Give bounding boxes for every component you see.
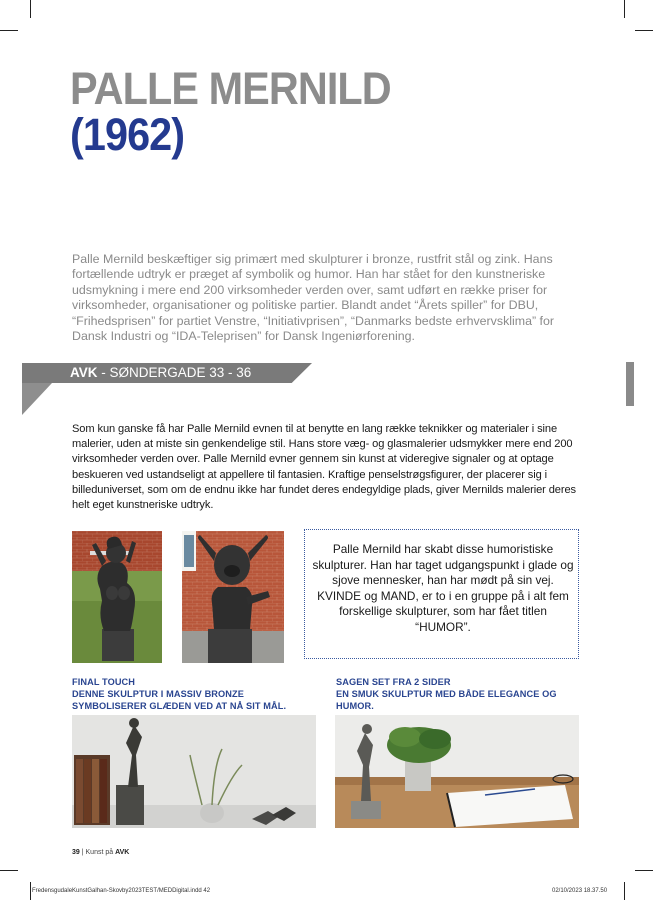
caption-sagen-set-text: EN SMUK SKULPTUR MED BÅDE ELEGANCE OG HUMOR. [336, 689, 557, 711]
caption-sagen-set [336, 676, 586, 712]
artist-name-heading: PALLE MERNILD [70, 63, 391, 114]
banner-location: - SØNDERGADE 33 - 36 [97, 365, 252, 380]
caption-final-touch-text: DENNE SKULPTUR I MASSIV BRONZE SYMBOLISERER GLÆDEN VED AT NÅ SIT MÅL. [72, 689, 287, 711]
sculpture-photo-sagen-set [335, 715, 579, 828]
folio-separator: | Kunst på [79, 849, 116, 856]
sculpture-photo-final-touch [72, 715, 316, 828]
caption-sagen-set-title: SAGEN SET FRA 2 SIDER [336, 677, 451, 687]
sculpture-photo-mand [182, 531, 284, 663]
crop-mark [635, 870, 653, 871]
crop-mark [30, 882, 31, 900]
page-number: 39 [72, 849, 80, 856]
crop-mark [624, 0, 625, 18]
crop-mark [0, 870, 18, 871]
print-slug-file: FredensgudaleKunstGalhan-Skovby2023TEST/MEDDigital.indd 42 [32, 888, 211, 894]
caption-final-touch [72, 676, 312, 712]
intro-paragraph: Palle Mernild beskæftiger sig primært med skulpturer i bronze, rustfrit stål og zink. Hans fortællende udtryk er præget af symbolik og humor. Han har stået for den kunstneriske udsmykning i mere end 200 virksomheder verden over, samt udført en række priser for virksomheder, organisationer og politiske partier. Blandt andet “Årets spiller” for DBU, “Frihedsprisen” for partiet Venstre, “Initiativprisen”, “Danmarks bedste erhvervsklima” for Dansk Industri og “IDA-Teleprisen” for Dansk Ingeniørforening. [72, 252, 555, 344]
location-banner-text [70, 365, 251, 381]
folio-brand: AVK [115, 849, 130, 856]
sculpture-photo-kvinde [72, 531, 162, 663]
crop-mark [0, 30, 18, 31]
crop-mark [635, 30, 653, 31]
banner-brand: AVK [70, 365, 98, 380]
quote-text: Palle Mernild har skabt disse humoristiske skulpturer. Han har taget udgangspunkt i glade og sjove mennesker, han har mødt på sin vej. KVINDE og MAND, er to i en gruppe på i alt fem forskellige skulpturer, som har fået titlen “HUMOR”. [312, 542, 574, 634]
page-folio [72, 849, 129, 856]
side-tab-marker [626, 362, 634, 406]
body-paragraph: Som kun ganske få har Palle Mernild evnen til at benytte en lang række teknikker og materialer i sine malerier, uden at miste sin genkendelige stil. Hans store væg- og glasmalerier udsmykker mere end 200 virksomheder verden over. Palle Mernild evner gennem sin kunst at videregive signaler og at optage beskueren ved ustandseligt at appellere til fantasien. Kraftige penselstrøgsfigurer, der placerer sig i billeduniverset, som om de endnu ikke har fundet deres endegyldige plads, giver Mernilds malerier deres helt eget kunstneriske udtryk. [72, 423, 576, 512]
caption-final-touch-title: FINAL TOUCH [72, 677, 136, 687]
print-slug-date: 02/10/2023 18.37.50 [552, 888, 608, 894]
artist-years-heading: (1962) [70, 109, 185, 160]
crop-mark [624, 882, 625, 900]
crop-mark [30, 0, 31, 18]
banner-tail-shape [22, 383, 52, 415]
